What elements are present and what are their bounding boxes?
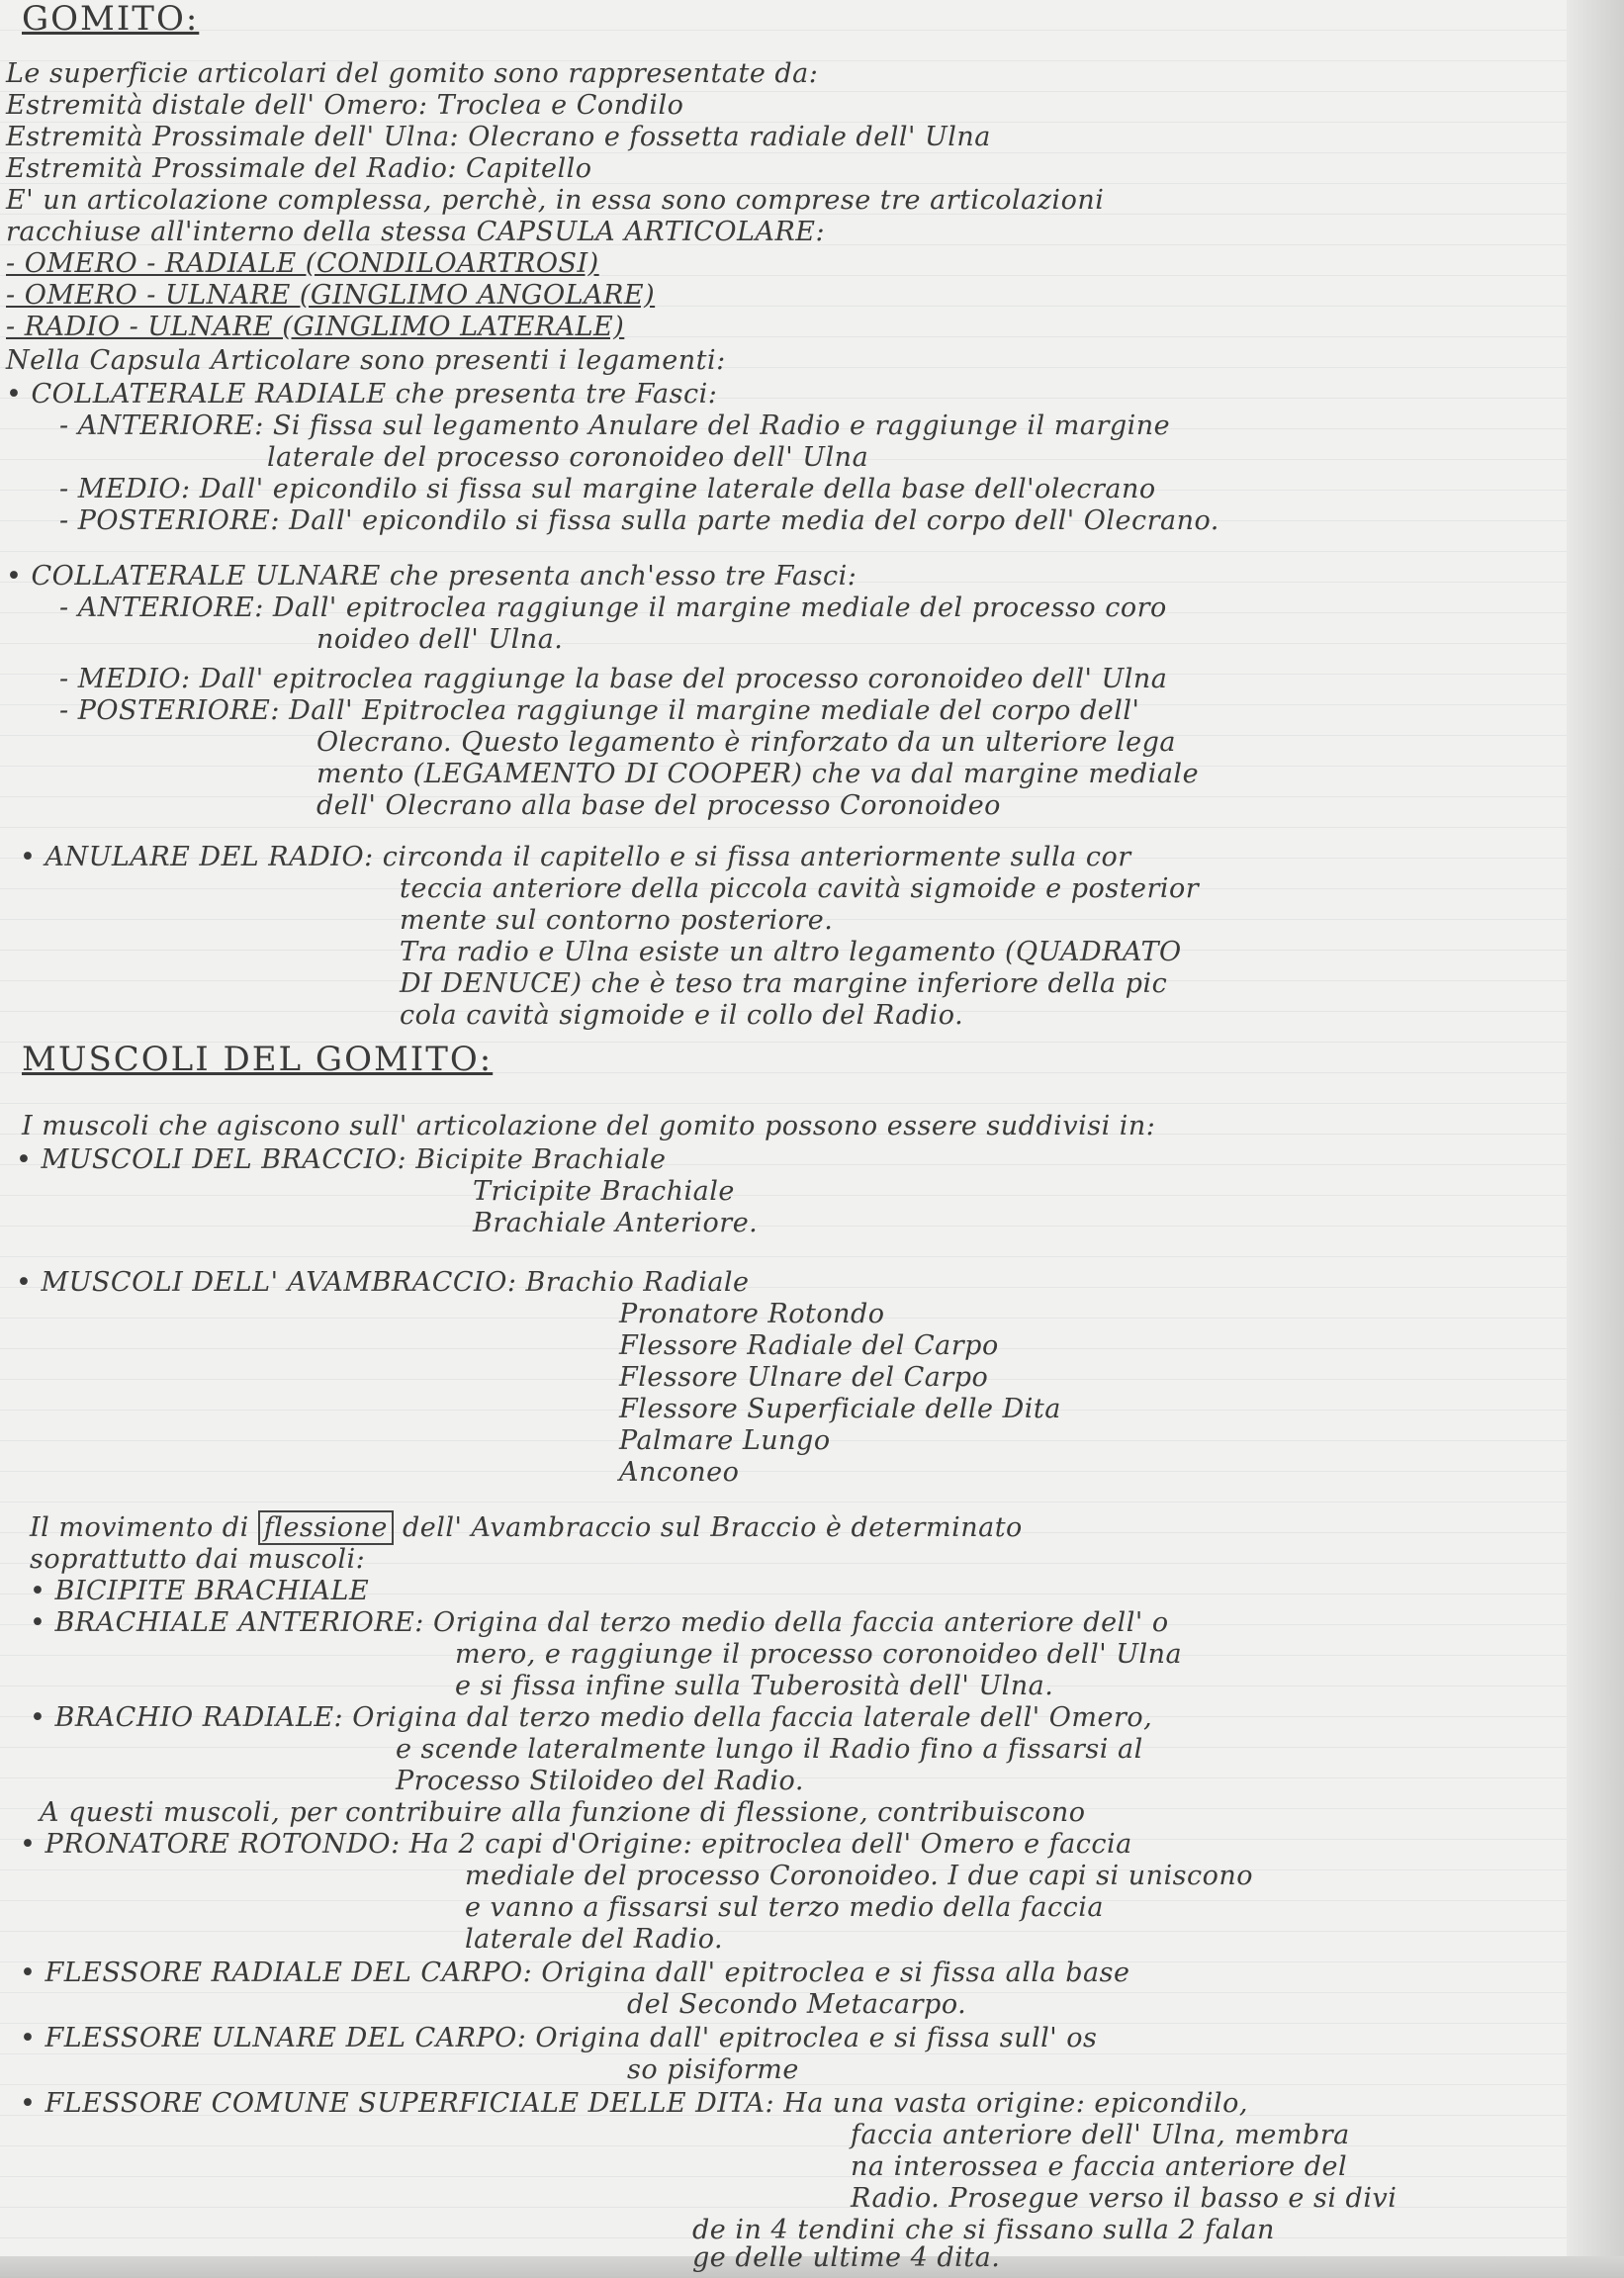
text-line: • FLESSORE COMUNE SUPERFICIALE DELLE DITA: Ha una vasta origine: epicondilo, (20, 2088, 1248, 2119)
text-line: del Secondo Metacarpo. (627, 1989, 967, 2020)
text-line: faccia anteriore dell' Ulna, membra (851, 2120, 1350, 2150)
text-line: • COLLATERALE RADIALE che presenta tre Fasci: (6, 379, 718, 410)
text-line: laterale del processo coronoideo dell' Ulna (267, 442, 869, 473)
text-line: Olecrano. Questo legamento è rinforzato da un ulteriore lega (316, 727, 1177, 758)
text-line: Estremità distale dell' Omero: Troclea e Condilo (6, 90, 684, 121)
text-line: - ANTERIORE: Si fissa sul legamento Anulare del Radio e raggiunge il margine (59, 410, 1171, 441)
text-line: Flessore Ulnare del Carpo (619, 1362, 989, 1393)
text-line: Radio. Prosegue verso il basso e si divi (851, 2183, 1398, 2214)
text-line: ge delle ultime 4 dita. (692, 2242, 1001, 2273)
text-line: soprattutto dai muscoli: (30, 1544, 366, 1575)
page-edge-right (1567, 0, 1624, 2278)
text-line: Flessore Radiale del Carpo (619, 1330, 999, 1361)
text-line: - MEDIO: Dall' epicondilo si fissa sul margine laterale della base dell'olecrano (59, 474, 1156, 504)
text-fragment: Il movimento di (30, 1512, 249, 1543)
boxed-word: flessione (258, 1510, 394, 1545)
heading-muscoli-gomito: MUSCOLI DEL GOMITO: (22, 1040, 494, 1079)
text-line: • BRACHIO RADIALE: Origina dal terzo medio della faccia laterale dell' Omero, (30, 1702, 1153, 1733)
text-line: e scende lateralmente lungo il Radio fino a fissarsi al (396, 1734, 1143, 1765)
text-line: e vanno a fissarsi sul terzo medio della faccia (465, 1892, 1105, 1923)
text-line: na interossea e faccia anteriore del (851, 2151, 1348, 2182)
text-line: de in 4 tendini che si fissano sulla 2 falan (692, 2215, 1275, 2245)
text-fragment: dell' Avambraccio sul Braccio è determinato (402, 1512, 1023, 1543)
text-line: • COLLATERALE ULNARE che presenta anch'esso tre Fasci: (6, 561, 857, 592)
text-line: cola cavità sigmoide e il collo del Radio. (400, 1000, 964, 1031)
text-line: Nella Capsula Articolare sono presenti i legamenti: (6, 345, 726, 376)
text-line: • MUSCOLI DELL' AVAMBRACCIO: Brachio Radiale (16, 1267, 750, 1298)
text-line: A questi muscoli, per contribuire alla funzione di flessione, contribuiscono (40, 1797, 1086, 1828)
text-line: I muscoli che agiscono sull' articolazione del gomito possono essere suddivisi in: (22, 1111, 1156, 1141)
text-line: Le superficie articolari del gomito sono rappresentate da: (6, 58, 819, 89)
text-line: Processo Stiloideo del Radio. (396, 1766, 804, 1796)
text-line: • FLESSORE RADIALE DEL CARPO: Origina dall' epitroclea e si fissa alla base (20, 1958, 1130, 1988)
text-line: • MUSCOLI DEL BRACCIO: Bicipite Brachiale (16, 1144, 667, 1175)
text-line: • BICIPITE BRACHIALE (30, 1576, 370, 1606)
text-line: Flessore Superficiale delle Dita (619, 1394, 1061, 1424)
text-line: noideo dell' Ulna. (316, 624, 564, 655)
text-line: - MEDIO: Dall' epitroclea raggiunge la base del processo coronoideo dell' Ulna (59, 664, 1168, 694)
text-line: - POSTERIORE: Dall' epicondilo si fissa sulla parte media del corpo dell' Olecrano. (59, 505, 1219, 536)
text-line: Estremità Prossimale dell' Ulna: Olecrano e fossetta radiale dell' Ulna (6, 122, 991, 152)
text-line: Tra radio e Ulna esiste un altro legamento (QUADRATO (400, 937, 1182, 967)
text-line: e si fissa infine sulla Tuberosità dell' Ulna. (455, 1671, 1054, 1701)
text-line: • ANULARE DEL RADIO: circonda il capitello e si fissa anteriormente sulla cor (20, 842, 1131, 872)
text-line: DI DENUCE) che è teso tra margine inferiore della pic (400, 968, 1168, 999)
text-line: so pisiforme (627, 2054, 799, 2085)
text-line: teccia anteriore della piccola cavità sigmoide e posterior (400, 873, 1200, 904)
text-line: laterale del Radio. (465, 1924, 724, 1955)
text-line (30, 1513, 1023, 1543)
text-line: mento (LEGAMENTO DI COOPER) che va dal margine mediale (316, 759, 1200, 789)
text-line: Tricipite Brachiale (473, 1176, 735, 1207)
text-line: racchiuse all'interno della stessa CAPSULA ARTICOLARE: (6, 217, 826, 247)
text-line: Brachiale Anteriore. (473, 1208, 759, 1238)
text-line: E' un articolazione complessa, perchè, in essa sono comprese tre articolazioni (6, 185, 1105, 216)
text-line: mediale del processo Coronoideo. I due capi si uniscono (465, 1861, 1253, 1891)
text-line: Anconeo (619, 1457, 740, 1488)
text-line: - ANTERIORE: Dall' epitroclea raggiunge il margine mediale del processo coro (59, 592, 1167, 623)
text-line: - POSTERIORE: Dall' Epitroclea raggiunge il margine mediale del corpo dell' (59, 695, 1140, 726)
text-line: Palmare Lungo (619, 1425, 831, 1456)
text-line: - OMERO - ULNARE (GINGLIMO ANGOLARE) (6, 280, 656, 311)
text-line: • FLESSORE ULNARE DEL CARPO: Origina dall' epitroclea e si fissa sull' os (20, 2023, 1098, 2053)
text-line: mente sul contorno posteriore. (400, 905, 834, 936)
text-line: - RADIO - ULNARE (GINGLIMO LATERALE) (6, 312, 625, 342)
heading-gomito: GOMITO: (22, 0, 200, 39)
text-line: Pronatore Rotondo (619, 1299, 885, 1329)
text-line: • BRACHIALE ANTERIORE: Origina dal terzo medio della faccia anteriore dell' o (30, 1607, 1169, 1638)
text-line: dell' Olecrano alla base del processo Coronoideo (316, 790, 1001, 821)
text-line: mero, e raggiunge il processo coronoideo dell' Ulna (455, 1639, 1183, 1670)
text-line: • PRONATORE ROTONDO: Ha 2 capi d'Origine: epitroclea dell' Omero e faccia (20, 1829, 1132, 1860)
text-line: Estremità Prossimale del Radio: Capitello (6, 153, 592, 184)
text-line: - OMERO - RADIALE (CONDILOARTROSI) (6, 248, 599, 279)
